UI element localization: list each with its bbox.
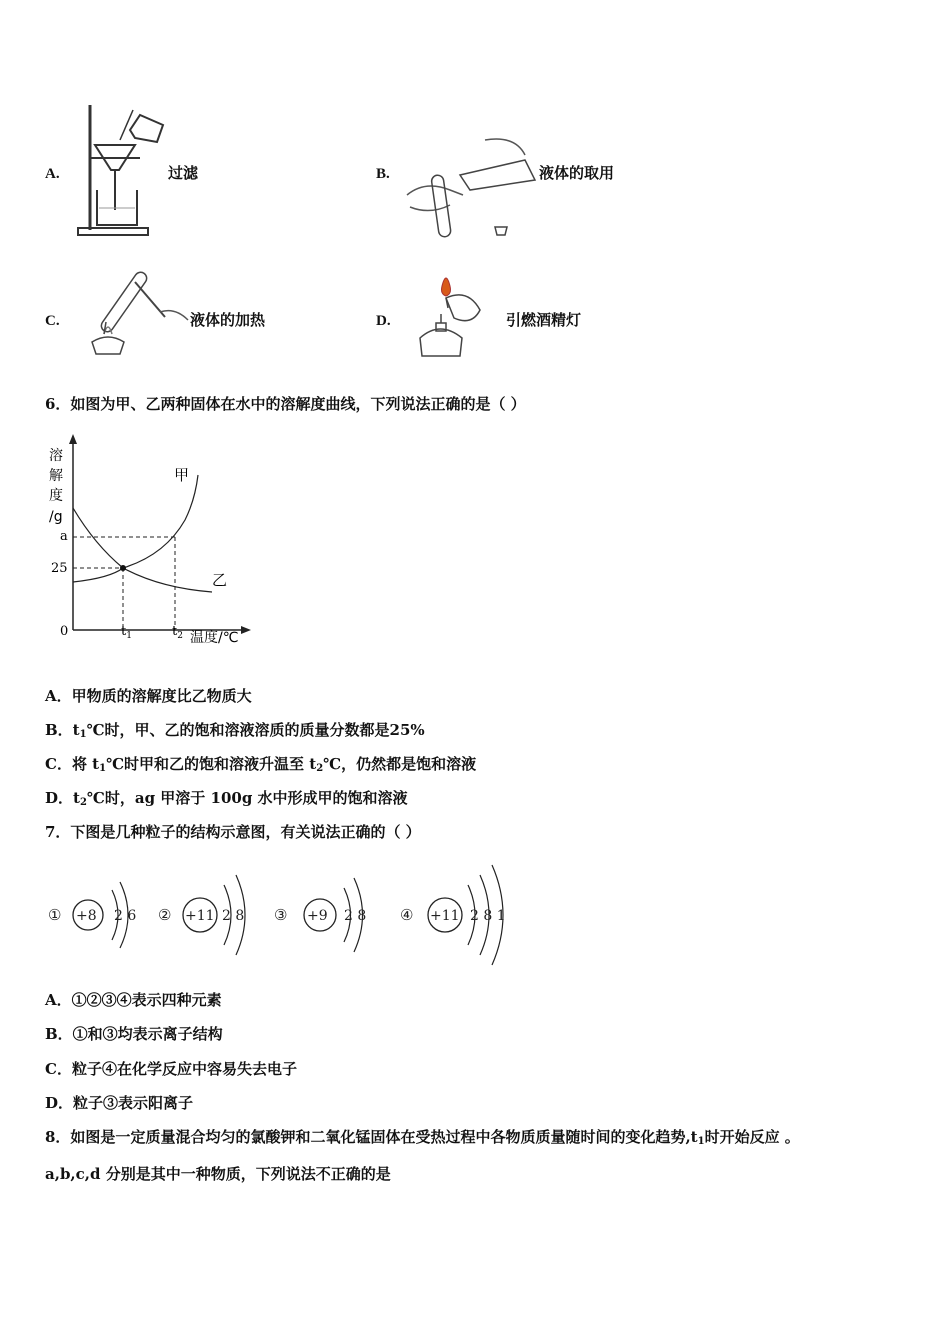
- particle-3-number: ③: [274, 906, 288, 924]
- label-jia: 甲: [174, 466, 190, 484]
- option-b-letter: B.: [376, 166, 390, 182]
- ylabel-3: 度: [49, 488, 63, 504]
- tick-25: 25: [51, 561, 68, 576]
- tick-a: a: [60, 529, 68, 544]
- particle-structure-diagrams: [40, 860, 540, 970]
- q6-option-d: D．$t_2℃$时，ag 甲溶于 100g 水中形成甲的饱和溶液: [45, 789, 408, 808]
- q6-option-b: B．$t_1℃$时，甲、乙的饱和溶液溶质的质量分数都是25%: [45, 721, 425, 740]
- option-c-letter: C.: [45, 313, 60, 329]
- curve-jia: [73, 475, 198, 582]
- q7-option-b: B．①和③均表示离子结构: [45, 1025, 223, 1043]
- q7-option-c: C．粒子④在化学反应中容易失去电子: [45, 1060, 297, 1078]
- filtration-apparatus-image: [75, 100, 175, 240]
- liquid-pouring-image: [405, 135, 545, 245]
- particle-3-nucleus: +9: [307, 908, 328, 924]
- origin-label: 0: [60, 624, 69, 639]
- option-b-caption: 液体的取用: [539, 164, 615, 182]
- xlabel: 温度/℃: [190, 630, 239, 646]
- option-a-caption: 过滤: [168, 164, 199, 182]
- intersection-point: [120, 565, 126, 571]
- q8-stem-line2: a,b,c,d 分别是其中一种物质，下列说法不正确的是: [45, 1165, 391, 1183]
- q6-option-a: A．甲物质的溶解度比乙物质大: [45, 687, 252, 705]
- liquid-heating-image: [80, 262, 190, 362]
- particle-1-number: ①: [48, 906, 62, 924]
- particle-4-electrons: 2 8 1: [470, 908, 506, 924]
- particle-1-electrons: 2 6: [114, 908, 137, 924]
- ylabel-4: /g: [49, 509, 63, 525]
- q7-option-a: A．①②③④表示四种元素: [45, 991, 222, 1009]
- particle-2-nucleus: +11: [185, 908, 215, 924]
- ylabel-2: 解: [49, 468, 63, 484]
- particle-4-number: ④: [400, 906, 414, 924]
- option-d-letter: D.: [376, 313, 391, 329]
- q6-option-c: C．将 $t_1℃$时甲和乙的饱和溶液升温至 $t_2℃$，仍然都是饱和溶液: [45, 755, 477, 774]
- option-a-letter: A.: [45, 166, 60, 182]
- ylabel-1: 溶: [49, 448, 63, 464]
- label-yi: 乙: [212, 571, 228, 589]
- particle-2-electrons: 2 8: [222, 908, 245, 924]
- option-c-caption: 液体的加热: [190, 311, 266, 329]
- tick-t1: $t_1$: [121, 624, 132, 641]
- q7-option-d: D．粒子③表示阳离子: [45, 1094, 194, 1112]
- particle-1-nucleus: +8: [76, 908, 97, 924]
- particle-3-electrons: 2 8: [344, 908, 367, 924]
- alcohol-lamp-lighting-image: [410, 268, 500, 363]
- solubility-curve-graph: [40, 430, 260, 650]
- particle-4-nucleus: +11: [430, 908, 460, 924]
- option-d-caption: 引燃酒精灯: [506, 311, 582, 329]
- q8-stem: 8．如图是一定质量混合均匀的氯酸钾和二氧化锰固体在受热过程中各物质质量随时间的变化趋势$,t_1$时开始反应 。: [45, 1128, 800, 1147]
- particle-2-number: ②: [158, 906, 172, 924]
- tick-t2: $t_2$: [172, 624, 183, 641]
- q6-stem: 6．如图为甲、乙两种固体在水中的溶解度曲线，下列说法正确的是（ ）: [45, 395, 526, 413]
- q7-stem: 7．下图是几种粒子的结构示意图，有关说法正确的（ ）: [45, 823, 421, 841]
